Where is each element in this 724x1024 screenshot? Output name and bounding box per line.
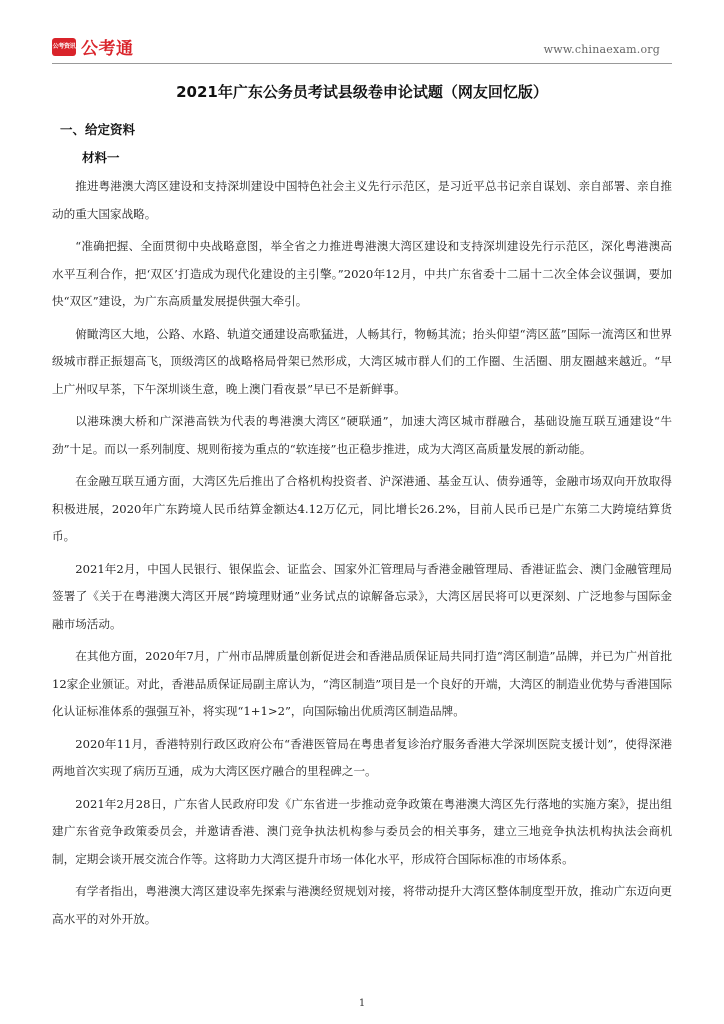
material-heading: 材料一 <box>82 150 120 165</box>
page-header <box>52 30 672 64</box>
paragraph: 有学者指出，粤港澳大湾区建设率先探索与港澳经贸规划对接，将带动提升大湾区整体制度型开放，推动广东迈向更高水平的对外开放。 <box>52 884 672 926</box>
paragraph: 在其他方面，2020年7月，广州市品牌质量创新促进会和香港品质保证局共同打造“湾区制造”品牌，并已为广州首批12家企业颁证。对此，香港品质保证局副主席认为，“湾区制造”项目是一个良好的开端，大湾区的制造业优势与香港国际化认证标准体系的强强互补，将实现“1+1>2”，向国际输出优质湾区制造品牌。 <box>52 649 672 718</box>
logo-badge: 公考资讯 <box>52 38 76 56</box>
paragraph: “准确把握、全面贯彻中央战略意图，举全省之力推进粤港澳大湾区建设和支持深圳建设先行示范区，深化粤港澳高水平互利合作，把‘双区’打造成为现代化建设的主引擎。”2020年12月，中共广东省委十二届十二次全体会议强调，要加快“双区”建设，为广东高质量发展提供强大牵引。 <box>52 239 672 308</box>
paragraph: 俯瞰湾区大地，公路、水路、轨道交通建设高歌猛进，人畅其行，物畅其流；抬头仰望“湾区蓝”国际一流湾区和世界级城市群正振翅高飞，顶级湾区的战略格局骨架已然形成，大湾区城市群人们的工作圈、生活圈、朋友圈越来越近。“早上广州叹早茶，下午深圳谈生意，晚上澳门看夜景”早已不是新鲜事。 <box>52 326 672 396</box>
paragraph: 在金融互联互通方面，大湾区先后推出了合格机构投资者、沪深港通、基金互认、债券通等，金融市场双向开放取得积极进展，2020年广东跨境人民币结算金额达4.12万亿元，同比增长26.2%，目前人民币已是广东第二大跨境结算货币。 <box>52 474 672 543</box>
paragraph: 2021年2月，中国人民银行、银保监会、证监会、国家外汇管理局与香港金融管理局、香港证监会、澳门金融管理局签署了《关于在粤港澳大湾区开展“跨境理财通”业务试点的谅解备忘录》，大湾区居民将可以更深刻、广泛地参与国际金融市场活动。 <box>52 561 672 631</box>
paragraph: 2020年11月，香港特别行政区政府公布“香港医管局在粤患者复诊治疗服务香港大学深圳医院支援计划”，使得深港两地首次实现了病历互通，成为大湾区医疗融合的里程碑之一。 <box>52 736 672 778</box>
section-heading: 一、给定资料 <box>60 122 136 137</box>
logo[interactable] <box>52 34 134 59</box>
document-title: 2021年广东公务员考试县级卷申论试题（网友回忆版） <box>176 83 548 101</box>
document-body <box>52 80 672 933</box>
paragraph: 以港珠澳大桥和广深港高铁为代表的粤港澳大湾区“硬联通”，加速大湾区城市群融合，基础设施互联互通建设“牛劲”十足。而以一系列制度、规则衔接为重点的“软连接”也正稳步推进，成为大湾区高质量发展的新动能。 <box>52 414 672 456</box>
site-url[interactable]: www.chinaexam.org <box>543 43 660 56</box>
header-divider <box>52 63 672 64</box>
page-number: 1 <box>358 998 366 1009</box>
paragraph: 推进粤港澳大湾区建设和支持深圳建设中国特色社会主义先行示范区，是习近平总书记亲自谋划、亲自部署、亲自推动的重大国家战略。 <box>52 179 672 221</box>
logo-text: 公考通 <box>81 39 134 59</box>
paragraph: 2021年2月28日，广东省人民政府印发《广东省进一步推动竞争政策在粤港澳大湾区先行落地的实施方案》，提出组建广东省竞争政策委员会，并邀请香港、澳门竞争执法机构参与委员会的相关事务，建立三地竞争执法机构执法会商机制，定期会谈开展交流合作等。这将助力大湾区提升市场一体化水平，形成符合国际标准的市场体系。 <box>52 796 672 866</box>
